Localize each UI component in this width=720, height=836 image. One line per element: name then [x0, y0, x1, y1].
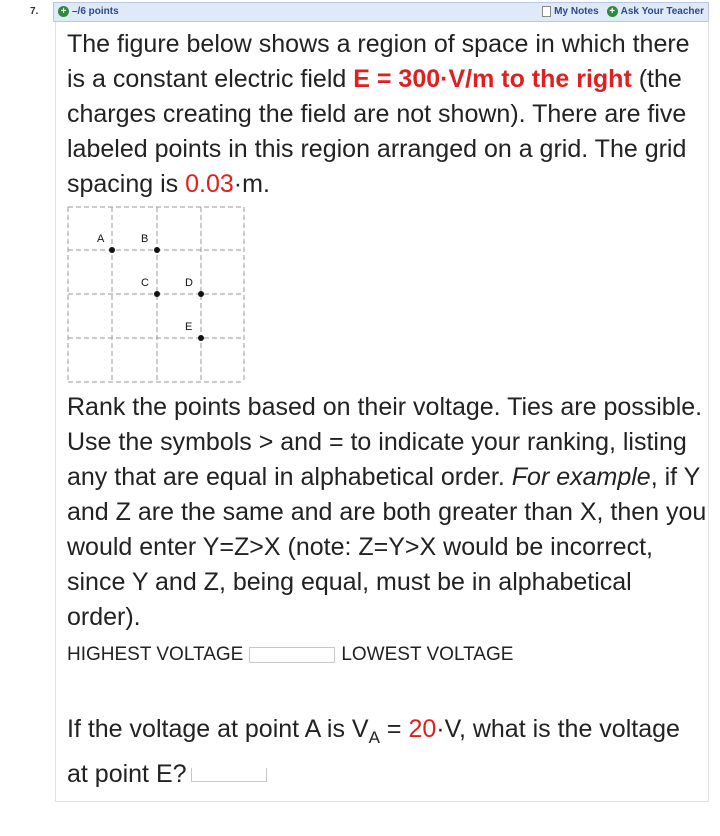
- ranking-text-1: Rank the points based on their voltage. Ties are possible. Use the symbols > and = to indicate your ranking, listing any that are equal in alphabetical order.: [67, 393, 703, 491]
- ranking-example-italic: For example: [511, 463, 651, 491]
- voltage-value: 20: [408, 715, 437, 743]
- intro-text-1: The figure below shows a region of space in which there is a constant electric field: [67, 30, 690, 93]
- point-d-dot: [198, 291, 204, 297]
- points-text: –/6 points: [72, 6, 119, 17]
- point-d-label: D: [185, 277, 193, 289]
- ranking-text-2: , if Y and Z are the same and are both greater than X, then you would enter Y=Z>X (note: Z=Y>X would be incorrect, since Y and Z, being equal, must be in alphabetical order).: [67, 463, 707, 631]
- point-e-label: E: [185, 321, 193, 333]
- lowest-voltage-label: LOWEST VOLTAGE: [341, 644, 514, 665]
- question-number: 7.: [30, 6, 39, 17]
- point-c-label: C: [141, 277, 149, 289]
- ranking-instructions: [67, 390, 707, 635]
- intro-text-2: (the charges creating the field are not shown). There are five labeled points in this region arranged on a grid. The grid spacing is: [67, 65, 687, 198]
- ask-teacher-label: Ask Your Teacher: [620, 6, 704, 17]
- plus-icon: +: [607, 6, 618, 17]
- notes-icon: [542, 6, 551, 17]
- point-c-dot: [154, 291, 160, 297]
- voltage-text-1: If the voltage at point A is V: [67, 715, 369, 743]
- plus-icon[interactable]: +: [58, 6, 69, 17]
- ranking-row: [67, 644, 513, 666]
- highest-voltage-label: HIGHEST VOLTAGE: [67, 644, 244, 665]
- point-a-dot: [109, 247, 115, 253]
- voltage-question: [67, 708, 707, 795]
- point-e-dot: [198, 335, 204, 341]
- question-header: [53, 2, 709, 22]
- point-a-label: A: [97, 233, 105, 245]
- ranking-input[interactable]: [249, 647, 335, 663]
- ask-teacher-button[interactable]: [607, 6, 704, 17]
- points-indicator: [58, 6, 119, 17]
- voltage-equals: =: [379, 715, 409, 743]
- my-notes-button[interactable]: [542, 6, 598, 17]
- grid-figure: [65, 202, 247, 386]
- header-actions: [542, 6, 704, 17]
- voltage-subscript: A: [368, 728, 380, 747]
- grid-spacing-value: 0.03: [185, 170, 234, 198]
- voltage-e-input[interactable]: [191, 768, 267, 782]
- my-notes-label: My Notes: [554, 6, 599, 17]
- question-intro: [67, 27, 707, 202]
- point-b-label: B: [141, 233, 149, 245]
- field-value: E = 300·V/m to the right: [353, 65, 632, 93]
- grid-spacing-unit: ·m.: [233, 170, 270, 198]
- voltage-text-2: ·V, what is the voltage at point E?: [67, 715, 680, 788]
- point-b-dot: [154, 247, 160, 253]
